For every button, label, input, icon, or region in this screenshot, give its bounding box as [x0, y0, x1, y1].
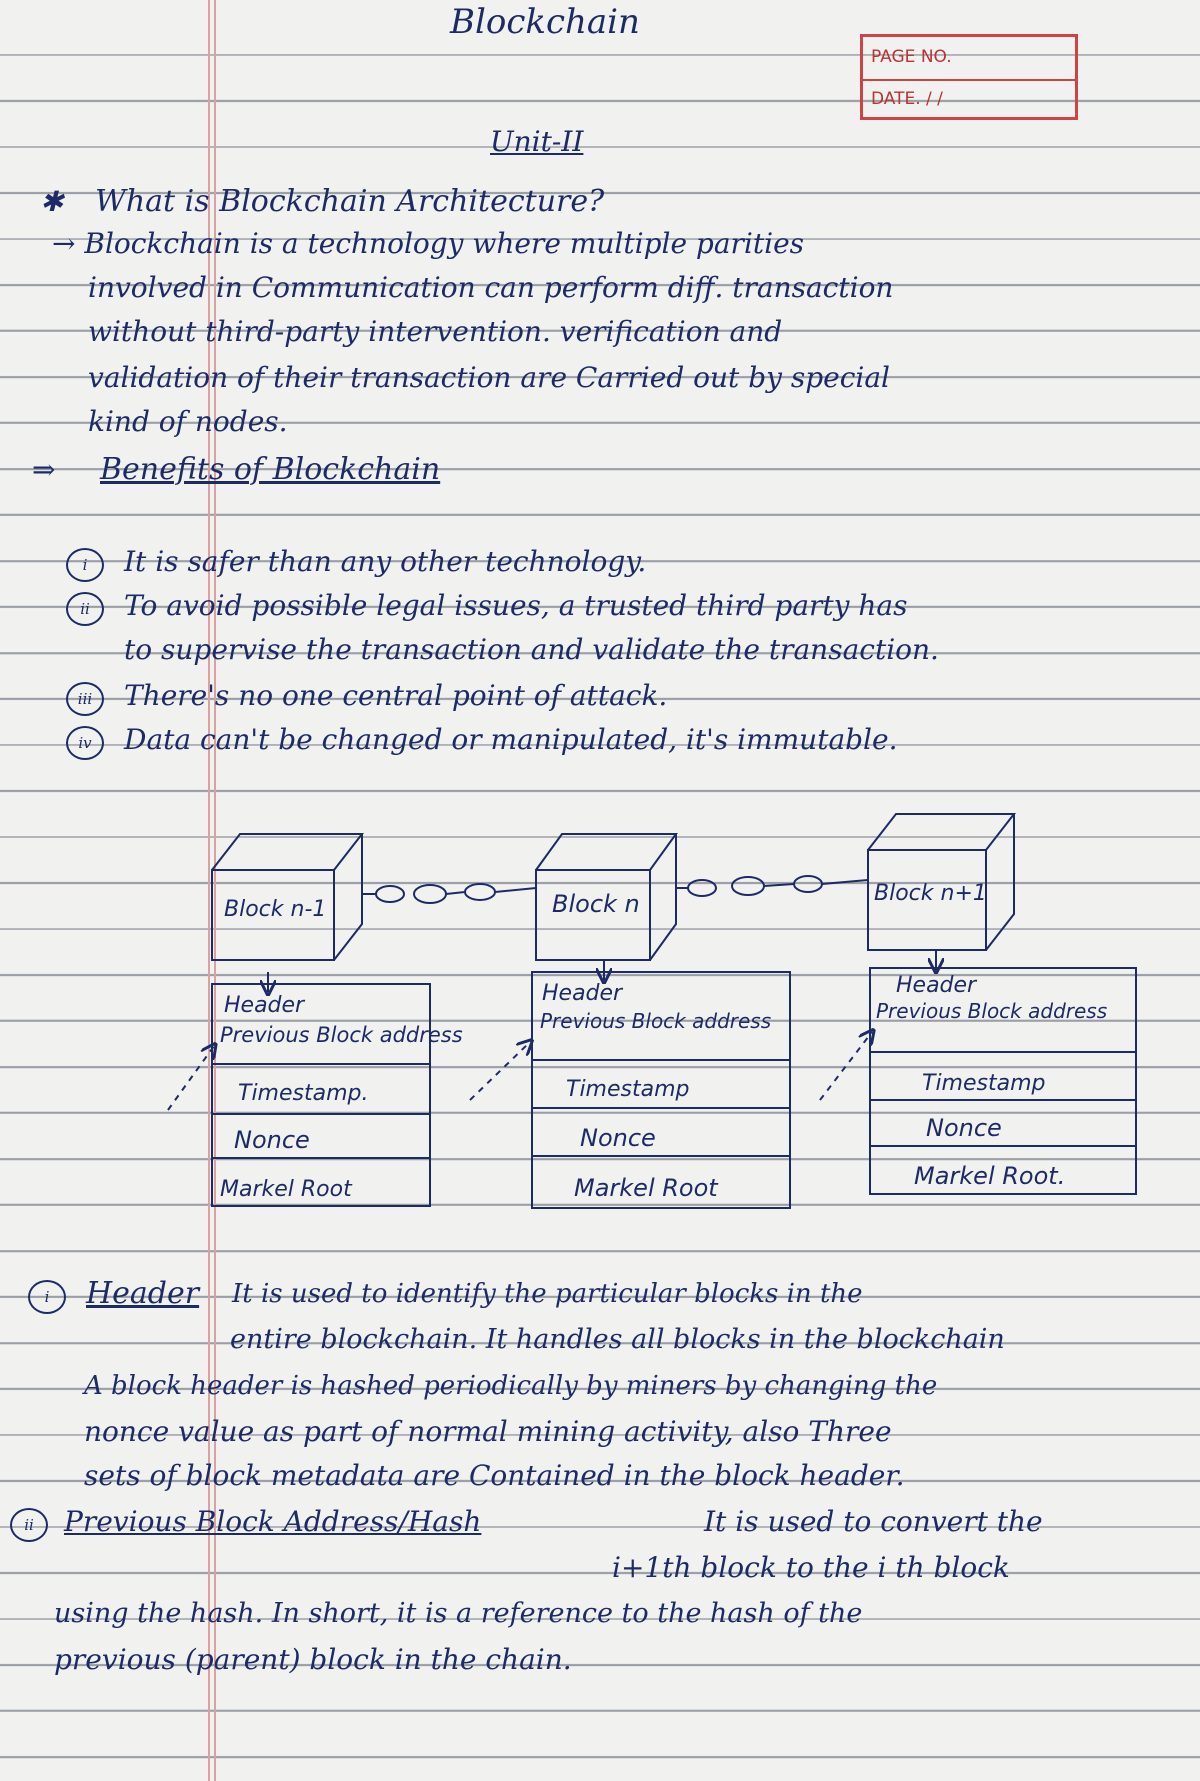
block1-merkle: Markel Root — [220, 1177, 352, 1202]
block2-header: Header — [542, 981, 623, 1006]
block3-timestamp: Timestamp — [922, 1071, 1046, 1096]
note-prev-line-3: using the hash. In short, it is a reference to the hash of the — [54, 1598, 863, 1629]
chain-link-2 — [676, 876, 868, 896]
block3-nonce: Nonce — [926, 1114, 1002, 1142]
arrow-mark: ⇒ — [32, 453, 56, 486]
block2-timestamp: Timestamp — [566, 1077, 690, 1102]
benefit-4: Data can't be changed or manipulated, it's immutable. — [124, 723, 898, 756]
block2-nonce: Nonce — [580, 1124, 656, 1152]
benefit-3: There's no one central point of attack. — [124, 679, 668, 712]
block2-prev-addr: Previous Block address — [540, 1009, 772, 1033]
note-header-line-1: It is used to identify the particular blocks in the — [232, 1279, 863, 1309]
unit-heading: Unit-II — [490, 125, 584, 158]
benefit-1: It is safer than any other technology. — [124, 545, 647, 578]
definition-line-5: kind of nodes. — [88, 405, 288, 438]
note-bullet-ii: ii — [10, 1508, 48, 1542]
definition-line-4: validation of their transaction are Carried out by special — [88, 361, 890, 394]
block3-prev-addr: Previous Block address — [876, 999, 1108, 1023]
note-prev-line-2: i+1th block to the i th block — [612, 1551, 1010, 1584]
chain-link-1 — [362, 884, 536, 903]
bullet-ii: ii — [66, 592, 104, 626]
date-label: DATE. / / — [871, 89, 943, 109]
blockchain-diagram — [0, 800, 1200, 1220]
note-term-previous-block: Previous Block Address/Hash — [64, 1505, 482, 1538]
block1-timestamp: Timestamp. — [238, 1081, 369, 1106]
block1-header: Header — [224, 993, 305, 1018]
definition-line-2: involved in Communication can perform diff. transaction — [88, 271, 894, 304]
block-label-2: Block n — [552, 890, 640, 918]
page-date-stamp — [860, 34, 1078, 120]
block1-prev-addr: Previous Block address — [220, 1023, 463, 1047]
note-term-header: Header — [86, 1276, 200, 1311]
note-bullet-i: i — [28, 1280, 66, 1314]
bullet-iii: iii — [66, 682, 104, 716]
page-title: Blockchain — [450, 2, 640, 42]
block2-merkle: Markel Root — [574, 1174, 718, 1202]
block-label-1: Block n-1 — [224, 897, 327, 922]
benefits-heading: Benefits of Blockchain — [100, 452, 441, 487]
bullet-iv: iv — [66, 726, 104, 760]
note-prev-line-1: It is used to convert the — [704, 1505, 1043, 1538]
note-prev-line-4: previous (parent) block in the chain. — [54, 1643, 572, 1676]
benefit-2-cont: to supervise the transaction and validate the transaction. — [124, 633, 939, 666]
benefit-2: To avoid possible legal issues, a trusted third party has — [124, 589, 908, 622]
block3-header: Header — [896, 973, 977, 998]
note-header-line-4: nonce value as part of normal mining activity, also Three — [84, 1415, 892, 1448]
definition-line-3: without third-party intervention. verification and — [88, 315, 783, 348]
block3-merkle: Markel Root. — [914, 1162, 1066, 1190]
definition-line-1: → Blockchain is a technology where multiple parities — [52, 227, 805, 260]
note-header-line-5: sets of block metadata are Contained in the block header. — [84, 1459, 905, 1492]
block-label-3: Block n+1 — [874, 881, 987, 906]
note-header-line-3: A block header is hashed periodically by miners by changing the — [84, 1371, 938, 1401]
bullet-i: i — [66, 548, 104, 582]
block1-nonce: Nonce — [234, 1126, 310, 1154]
page-no-label: PAGE NO. — [871, 47, 952, 67]
star-mark: ✱ — [40, 185, 64, 218]
note-header-line-2: entire blockchain. It handles all blocks in the blockchain — [230, 1324, 1005, 1355]
section-question: What is Blockchain Architecture? — [95, 184, 605, 219]
